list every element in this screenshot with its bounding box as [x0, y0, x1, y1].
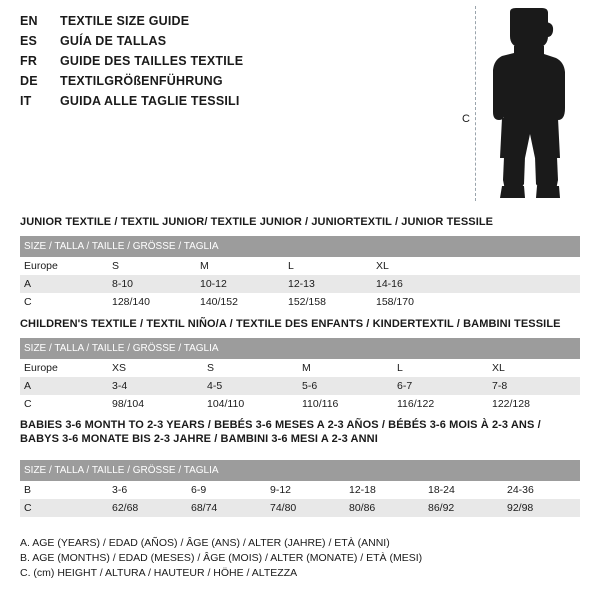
cell: S: [207, 359, 302, 377]
table-row: [20, 377, 580, 395]
table-row: [20, 257, 580, 275]
cell: 9-12: [270, 481, 349, 499]
table-header-label: SIZE / TALLA / TAILLE / GRÖSSE / TAGLIA: [20, 338, 580, 359]
height-marker-label: C: [462, 113, 470, 125]
cell: 158/170: [376, 293, 580, 311]
table-children-textile: [20, 338, 580, 413]
row-label: C: [20, 293, 112, 311]
cell: 24-36: [507, 481, 580, 499]
row-label: C: [20, 395, 112, 413]
cell: 8-10: [112, 275, 200, 293]
table-row: [20, 395, 580, 413]
cell: M: [302, 359, 397, 377]
row-label: A: [20, 275, 112, 293]
cell: 128/140: [112, 293, 200, 311]
language-code-en: EN: [20, 14, 38, 28]
title-fr: GUIDE DES TAILLES TEXTILE: [60, 54, 244, 68]
language-code-es: ES: [20, 34, 38, 48]
cell: XL: [492, 359, 580, 377]
cell: 116/122: [397, 395, 492, 413]
cell: 68/74: [191, 499, 270, 517]
cell: 3-4: [112, 377, 207, 395]
cell: L: [288, 257, 376, 275]
cell: 92/98: [507, 499, 580, 517]
legend: [20, 536, 422, 581]
table-row: [20, 481, 580, 499]
cell: XL: [376, 257, 580, 275]
table-header-row: [20, 338, 580, 359]
table-header-label: SIZE / TALLA / TAILLE / GRÖSSE / TAGLIA: [20, 236, 580, 257]
header-row: [20, 54, 440, 74]
table-babies-textile: [20, 460, 580, 517]
row-label: B: [20, 481, 112, 499]
row-label: A: [20, 377, 112, 395]
cell: 14-16: [376, 275, 580, 293]
legend-line-b: B. AGE (MONTHS) / EDAD (MESES) / ÂGE (MOIS) / ALTER (MONATE) / ETÀ (MESI): [20, 552, 423, 564]
height-guide-line: [475, 6, 476, 201]
cell: 62/68: [112, 499, 191, 517]
cell: 12-18: [349, 481, 428, 499]
cell: 80/86: [349, 499, 428, 517]
cell: 74/80: [270, 499, 349, 517]
cell: 4-5: [207, 377, 302, 395]
toddler-silhouette-icon: [480, 8, 580, 200]
cell: XS: [112, 359, 207, 377]
cell: 5-6: [302, 377, 397, 395]
measurement-figure: [450, 6, 590, 201]
header-row: [20, 94, 440, 114]
cell: L: [397, 359, 492, 377]
title-en: TEXTILE SIZE GUIDE: [60, 14, 190, 28]
cell: 122/128: [492, 395, 580, 413]
cell: 7-8: [492, 377, 580, 395]
cell: 3-6: [112, 481, 191, 499]
section-title-babies: BABIES 3-6 MONTH TO 2-3 YEARS / BEBÉS 3-6 MESES A 2-3 AÑOS / BÉBÉS 3-6 MOIS À 2-3 ANS / BABYS 3-6 MONATE BIS 2-3 JAHRE / BAMBINI 3-6 MESI A 2-3 ANNI: [20, 419, 541, 445]
section-title-children: CHILDREN'S TEXTILE / TEXTIL NIÑO/A / TEXTILE DES ENFANTS / KINDERTEXTIL / BAMBINI TESSILE: [20, 318, 561, 330]
cell: 86/92: [428, 499, 507, 517]
row-label: Europe: [20, 257, 112, 275]
header-language-titles: [20, 14, 440, 114]
cell: 10-12: [200, 275, 288, 293]
table-header-label: SIZE / TALLA / TAILLE / GRÖSSE / TAGLIA: [20, 460, 580, 481]
header-row: [20, 14, 440, 34]
cell: S: [112, 257, 200, 275]
title-es: GUÍA DE TALLAS: [60, 34, 167, 48]
cell: 110/116: [302, 395, 397, 413]
legend-line-a: A. AGE (YEARS) / EDAD (AÑOS) / ÂGE (ANS) / ALTER (JAHRE) / ETÀ (ANNI): [20, 537, 390, 549]
table-header-row: [20, 460, 580, 481]
cell: M: [200, 257, 288, 275]
language-code-fr: FR: [20, 54, 38, 68]
legend-line-c: C. (cm) HEIGHT / ALTURA / HAUTEUR / HÖHE / ALTEZZA: [20, 567, 298, 579]
cell: 18-24: [428, 481, 507, 499]
table-row: [20, 499, 580, 517]
table-header-row: [20, 236, 580, 257]
table-row: [20, 293, 580, 311]
title-it: GUIDA ALLE TAGLIE TESSILI: [60, 94, 240, 108]
cell: 152/158: [288, 293, 376, 311]
table-junior-textile: [20, 236, 580, 311]
cell: 12-13: [288, 275, 376, 293]
cell: 98/104: [112, 395, 207, 413]
title-de: TEXTILGRÖßENFÜHRUNG: [60, 74, 223, 88]
table-row: [20, 275, 580, 293]
header-row: [20, 74, 440, 94]
cell: 6-7: [397, 377, 492, 395]
section-title-junior: JUNIOR TEXTILE / TEXTIL JUNIOR/ TEXTILE JUNIOR / JUNIORTEXTIL / JUNIOR TESSILE: [20, 216, 494, 228]
row-label: C: [20, 499, 112, 517]
row-label: Europe: [20, 359, 112, 377]
cell: 104/110: [207, 395, 302, 413]
header-row: [20, 34, 440, 54]
table-row: [20, 359, 580, 377]
language-code-it: IT: [20, 94, 32, 108]
cell: 140/152: [200, 293, 288, 311]
language-code-de: DE: [20, 74, 38, 88]
cell: 6-9: [191, 481, 270, 499]
